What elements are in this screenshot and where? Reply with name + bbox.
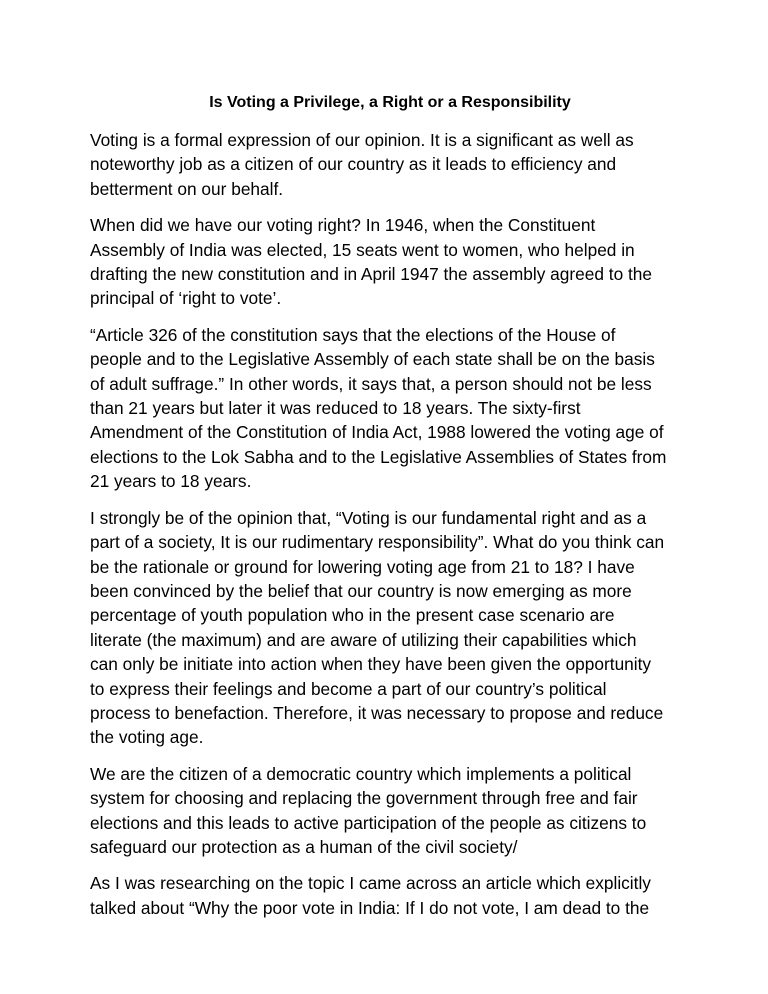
- text-line: Amendment of the Constitution of India Act, 1988 lowered the voting age of: [90, 422, 664, 443]
- text-line: elections and this leads to active participation of the people as citizens to: [90, 812, 647, 833]
- text-line: When did we have our voting right? In 1946, when the Constituent: [90, 215, 596, 236]
- paragraph: [90, 871, 690, 920]
- document-body: [90, 128, 690, 920]
- text-line: drafting the new constitution and in April 1947 the assembly agreed to the: [90, 264, 653, 285]
- text-line: Assembly of India was elected, 15 seats went to women, who helped in: [90, 239, 635, 260]
- text-line: people and to the Legislative Assembly of each state shall be on the basis: [90, 349, 655, 370]
- text-line: been convinced by the belief that our country is now emerging as more: [90, 580, 632, 601]
- text-line: talked about “Why the poor vote in India: If I do not vote, I am dead to the: [90, 897, 650, 918]
- text-line: “Article 326 of the constitution says that the elections of the House of: [90, 324, 616, 345]
- text-line: be the rationale or ground for lowering voting age from 21 to 18? I have: [90, 556, 635, 577]
- text-line: the voting age.: [90, 727, 204, 748]
- paragraph: [90, 762, 690, 860]
- text-line: part of a society, It is our rudimentary responsibility”. What do you think can: [90, 532, 665, 553]
- paragraph: [90, 506, 690, 750]
- text-line: We are the citizen of a democratic country which implements a political: [90, 763, 632, 784]
- text-line: As I was researching on the topic I came across an article which explicitly: [90, 873, 651, 894]
- document-page: [90, 91, 690, 932]
- text-line: system for choosing and replacing the government through free and fair: [90, 788, 638, 809]
- text-line: percentage of youth population who in the present case scenario are: [90, 605, 615, 626]
- text-line: Voting is a formal expression of our opinion. It is a significant as well as: [90, 130, 634, 150]
- text-line: I strongly be of the opinion that, “Voting is our fundamental right and as a: [90, 507, 647, 528]
- text-line: betterment on our behalf.: [90, 178, 284, 199]
- text-line: to express their feelings and become a part of our country’s political: [90, 678, 607, 699]
- paragraph: [90, 128, 690, 201]
- text-line: can only be initiate into action when they have been given the opportunity: [90, 654, 652, 675]
- text-line: process to benefaction. Therefore, it was necessary to propose and reduce: [90, 702, 664, 723]
- paragraph: [90, 213, 690, 311]
- text-line: literate (the maximum) and are aware of utilizing their capabilities which: [90, 629, 637, 650]
- paragraph: [90, 323, 690, 494]
- text-line: than 21 years but later it was reduced to 18 years. The sixty-first: [90, 398, 581, 419]
- text-line: noteworthy job as a citizen of our country as it leads to efficiency and: [90, 154, 617, 175]
- document-title: Is Voting a Privilege, a Right or a Responsibility: [209, 94, 571, 111]
- text-line: of adult suffrage.” In other words, it says that, a person should not be less: [90, 373, 652, 394]
- text-line: safeguard our protection as a human of the civil society/: [90, 836, 518, 857]
- text-line: 21 years to 18 years.: [90, 471, 252, 492]
- text-line: principal of ‘right to vote’.: [90, 288, 282, 309]
- text-line: elections to the Lok Sabha and to the Legislative Assemblies of States from: [90, 446, 667, 467]
